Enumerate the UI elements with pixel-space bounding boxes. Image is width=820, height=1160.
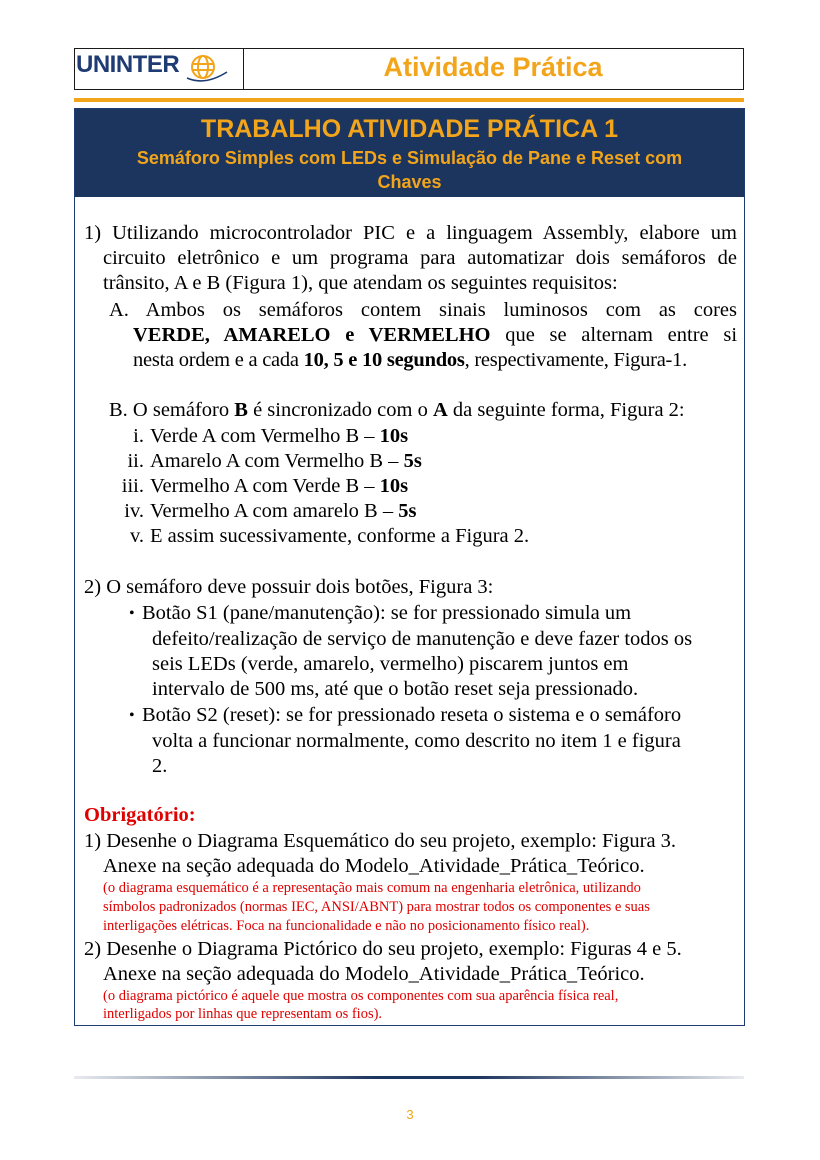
bullet: •	[129, 707, 135, 724]
obrig-1-line-1: 1) Desenhe o Diagrama Esquemático do seu projeto, exemplo: Figura 3.	[84, 830, 677, 852]
s1-button-line-2: defeito/realização de serviço de manutenção e deve fazer todos os	[152, 628, 693, 650]
list-item-text: Amarelo A com Vermelho B –	[150, 450, 404, 472]
banner-title: TRABALHO ATIVIDADE PRÁTICA 1	[200, 115, 619, 143]
header-title: Atividade Prática	[383, 52, 603, 82]
list-num: iv.	[124, 500, 144, 522]
list-item-bold: 10s	[379, 475, 409, 497]
s2-button-line-2: volta a funcionar normalmente, como descrito no item 1 e figura	[152, 730, 681, 752]
header-divider	[74, 98, 744, 102]
globe-logo-icon	[185, 52, 229, 86]
s1-button-line-3: seis LEDs (verde, amarelo, vermelho) piscarem juntos em	[152, 653, 629, 675]
req-a-line-2-rest: que se alternam entre si	[505, 324, 738, 346]
s1-button-line-4: intervalo de 500 ms, até que o botão reset seja pressionado.	[152, 678, 639, 700]
req-a-line-3	[133, 348, 687, 373]
obrig-2-note-2: interligados por linhas que representam os fios).	[103, 1006, 383, 1022]
timing-bold: 10, 5 e 10 segundos	[303, 349, 465, 371]
obrig-1-line-2: Anexe na seção adequada do Modelo_Atividade_Prática_Teórico.	[103, 855, 645, 877]
obrig-2-line-1: 2) Desenhe o Diagrama Pictórico do seu projeto, exemplo: Figuras 4 e 5.	[84, 938, 682, 960]
document-header	[74, 48, 744, 90]
s1-line-1: 1) Utilizando microcontrolador PIC e a linguagem Assembly, elabore um	[84, 222, 737, 244]
list-num: v.	[129, 525, 144, 547]
list-item	[150, 449, 422, 474]
list-item-text: Vermelho A com Verde B –	[150, 475, 380, 497]
s1-line-3: trânsito, A e B (Figura 1), que atendam os seguintes requisitos:	[103, 272, 618, 294]
bullet: •	[129, 605, 135, 622]
list-num: ii.	[127, 450, 144, 472]
list-item-text: E assim sucessivamente, conforme a Figura 2.	[150, 525, 530, 547]
req-b-pre: B. O semáforo	[109, 399, 235, 421]
req-b-bold-a: A	[432, 399, 448, 421]
s1-button-line-1: Botão S1 (pane/manutenção): se for pressionado simula um	[142, 602, 632, 624]
list-num: i.	[133, 425, 144, 447]
obrig-1-note-1: (o diagrama esquemático é a representação mais comum na engenharia eletrônica, utilizando	[103, 880, 641, 896]
title-banner	[75, 109, 744, 197]
obrigatorio-heading: Obrigatório:	[84, 804, 196, 826]
list-item	[150, 474, 408, 499]
list-item	[150, 424, 408, 449]
list-item-bold: 10s	[379, 425, 409, 447]
list-item	[150, 499, 416, 524]
list-item	[150, 524, 529, 549]
req-a-line-1: A. Ambos os semáforos contem sinais luminosos com as cores	[109, 299, 737, 321]
s2-intro: 2) O semáforo deve possuir dois botões, Figura 3:	[84, 576, 494, 598]
list-item-bold: 5s	[403, 450, 422, 472]
req-b-mid: é sincronizado com o	[247, 399, 433, 421]
req-b-line	[109, 398, 685, 423]
colors-bold: VERDE, AMARELO e VERMELHO	[133, 324, 491, 346]
obrig-1-note-3: interligações elétricas. Foca na funcionalidade e não no posicionamento físico real).	[103, 918, 590, 934]
logo	[75, 49, 244, 89]
s2-button-line-1: Botão S2 (reset): se for pressionado reseta o sistema e o semáforo	[142, 704, 682, 726]
footer-divider	[74, 1076, 744, 1079]
banner-subtitle: Semáforo Simples com LEDs e Simulação de Pane e Reset com Chaves	[136, 148, 683, 192]
obrig-1-note-2: símbolos padronizados (normas IEC, ANSI/ABNT) para mostrar todos os componentes e suas	[103, 899, 650, 915]
req-a-line-3-post: , respectivamente, Figura-1.	[464, 349, 688, 371]
list-item-bold: 5s	[398, 500, 417, 522]
s1-line-2: circuito eletrônico e um programa para automatizar dois semáforos de	[103, 247, 737, 269]
req-a-line-2	[133, 323, 737, 348]
obrig-2-line-2: Anexe na seção adequada do Modelo_Atividade_Prática_Teórico.	[103, 963, 645, 985]
obrig-2-note-1: (o diagrama pictórico é aquele que mostra os componentes com sua aparência física real,	[103, 988, 619, 1004]
list-item-text: Vermelho A com amarelo B –	[150, 500, 399, 522]
req-b-bold-b: B	[234, 399, 248, 421]
list-item-text: Verde A com Vermelho B –	[150, 425, 380, 447]
logo-text: UNINTER	[76, 51, 180, 78]
page-number: 3	[406, 1107, 414, 1122]
s2-button-line-3: 2.	[152, 755, 168, 777]
list-num: iii.	[121, 475, 144, 497]
req-a-line-3-pre: nesta ordem e a cada	[133, 349, 304, 371]
req-b-post: da seguinte forma, Figura 2:	[447, 399, 685, 421]
